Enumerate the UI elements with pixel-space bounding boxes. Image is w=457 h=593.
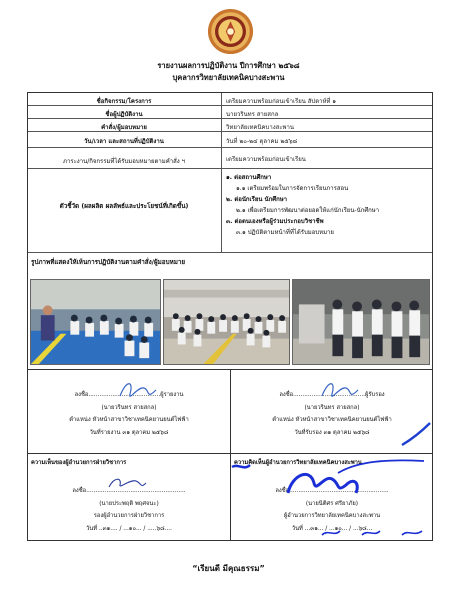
info-row-order <box>28 119 432 132</box>
organization-name: บุคลากรวิทยาลัยเทคนิคบางสะพาน <box>172 73 285 82</box>
order-label: คำสั่ง/ผู้มอบหมาย <box>101 124 147 131</box>
certifier-sign-line: ลงชื่อ.......................................ผู้รับรอง <box>279 392 385 398</box>
director-name: (นายนิติศร ศรียาภัย) <box>305 500 359 507</box>
date-value: วันที่ ๒๐-๒๔ ตุลาคม ๒๕๖๘ <box>226 138 298 145</box>
report-title: รายงานผลการปฏิบัติงาน ปีการศึกษา ๒๕๖๘ <box>157 61 300 70</box>
info-row-worker <box>28 106 432 119</box>
certifier-ink-mark <box>400 421 432 449</box>
indicator-sub-3: ๓.๑ ปฏิบัติตามหน้าที่ที่ได้รับมอบหมาย <box>236 229 334 236</box>
info-row-date <box>28 132 432 148</box>
college-motto: “เรียนดี มีคุณธรรม” <box>192 564 265 573</box>
report-form <box>27 92 433 541</box>
reporter-sign-line: ลงชื่อ.......................................ผู้รายงาน <box>74 392 184 398</box>
deputy-name: (นายประพฤติ พฤศจนะ) <box>99 500 159 507</box>
activity-label: ชื่อกิจกรรม/โครงการ <box>96 98 152 105</box>
indicator-heading-2: ๒. ต่อนักเรียน นักศึกษา <box>226 196 288 203</box>
certifier-handwritten-signature <box>318 376 363 406</box>
activity-photo-1 <box>30 279 161 365</box>
director-date-ink <box>318 525 428 541</box>
reporter-date: วันที่รายงาน ๓๑ ตุลาคม ๒๕๖๘ <box>89 429 169 436</box>
deputy-handwritten-signature <box>106 471 148 493</box>
certifier-position: ตำแหน่ง หัวหน้าสาขาวิชาเทคนิคยานยนต์ไฟฟ้า <box>272 417 392 423</box>
reporter-handwritten-signature <box>116 376 161 406</box>
activity-photo-2 <box>163 279 290 365</box>
info-row-task <box>28 148 432 169</box>
certifier-date: วันที่รับรอง ๓๑ ตุลาคม ๒๕๖๘ <box>294 429 370 436</box>
task-value: เตรียมความพร้อมก่อนเข้าเรียน <box>226 156 306 163</box>
indicator-heading-1: ๑. ต่อสถานศึกษา <box>226 174 272 181</box>
info-row-activity <box>28 93 432 106</box>
worker-value: นายวรินทร สายสกล <box>226 111 279 118</box>
task-label: ภาระงาน/กิจกรรมที่ได้รับมอบหมายตามคำสั่ง ฯ <box>63 158 185 165</box>
director-date: วันที่ ...๓๑... / ...๑๐... / ...๖๘... <box>291 525 373 532</box>
activity-photo-3 <box>292 279 430 365</box>
reporter-position: ตำแหน่ง หัวหน้าสาขาวิชาเทคนิคยานยนต์ไฟฟ้า <box>69 417 189 423</box>
certifier-name: (นายวรินทร สายสกล) <box>304 404 360 411</box>
director-handwritten-signature <box>228 453 428 511</box>
deputy-comment-title: ความเห็นของผู้อำนวยการฝ่ายวิชาการ <box>31 460 127 466</box>
indicator-sub-1: ๑.๑ เตรียมพร้อมในการจัดการเรียนการสอน <box>236 185 349 192</box>
indicator-row <box>28 169 432 253</box>
indicator-heading-3: ๓. ต่อตนเองหรือผู้ร่วมประกอบวิชาชีพ <box>226 218 324 225</box>
activity-value: เตรียมความพร้อมก่อนเข้าเรียน สัปดาห์ที่ ๑ <box>226 98 337 105</box>
deputy-position: รองผู้อำนวยการฝ่ายวิชาการ <box>93 513 165 519</box>
director-comment-title: ความคิดเห็นผู้อำนวยการวิทยาลัยเทคนิคบางสะพาน <box>234 460 362 466</box>
indicator-list <box>226 172 379 238</box>
deputy-sign-line: ลงชื่อ...................................................... <box>72 488 186 494</box>
order-value: วิทยาลัยเทคนิคบางสะพาน <box>226 124 294 131</box>
worker-label: ชื่อผู้ปฏิบัติงาน <box>105 111 143 118</box>
director-position: ผู้อำนวยการวิทยาลัยเทคนิคบางสะพาน <box>283 513 381 519</box>
deputy-date: วันที่ ..๓๑.... / ...๑๐... / .....๖๘.... <box>86 525 172 532</box>
college-logo <box>207 8 254 55</box>
indicator-sub-2: ๒.๑ เพื่อเตรียมการพัฒนาต่อยอดให้แก่นักเรียน-นักศึกษา <box>236 207 380 214</box>
indicator-label: ตัวชี้วัด (ผลผลิต ผลลัพธ์และประโยชน์ที่เกิดขึ้น) <box>59 203 189 210</box>
reporter-name: (นายวรินทร สายสกล) <box>101 404 157 411</box>
director-sign-line: ลงชื่อ...................................................... <box>275 488 389 494</box>
photos-label: รูปภาพที่แสดงให้เห็นการปฏิบัติงานตามคำสั่ง/ผู้มอบหมาย <box>31 259 186 266</box>
date-label: วัน/เวลา และสถานที่ปฏิบัติงาน <box>84 138 164 145</box>
